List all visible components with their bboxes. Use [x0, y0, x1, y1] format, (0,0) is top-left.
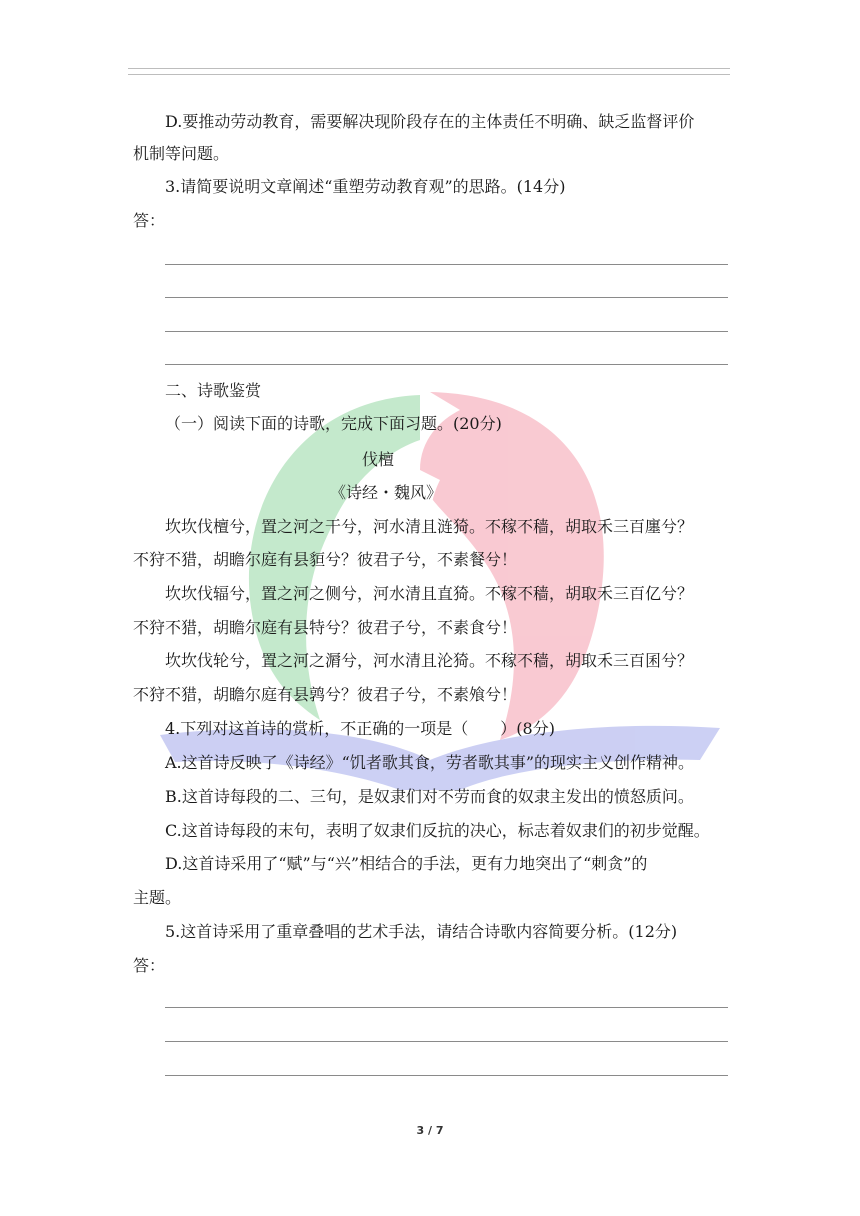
answer-line[interactable]: [165, 1075, 728, 1076]
answer-line[interactable]: [165, 1041, 728, 1042]
header-rule: [128, 68, 730, 75]
poem-stanza-2-line1: 坎坎伐辐兮，置之河之侧兮，河水清且直猗。不稼不穑，胡取禾三百亿兮？: [165, 584, 694, 603]
question-4-option-b: B.这首诗每段的二、三句，是奴隶们对不劳而食的奴隶主发出的愤怒质问。: [165, 787, 694, 806]
answer-line[interactable]: [165, 364, 728, 365]
answer-line[interactable]: [165, 331, 728, 332]
question-4-option-a: A.这首诗反映了《诗经》“饥者歌其食，劳者歌其事”的现实主义创作精神。: [165, 753, 695, 772]
question-3: 3.请简要说明文章阐述“重塑劳动教育观”的思路。(14分): [165, 177, 566, 196]
poem-stanza-3-line1: 坎坎伐轮兮，置之河之漘兮，河水清且沦猗。不稼不穑，胡取禾三百囷兮？: [165, 651, 694, 670]
answer-line[interactable]: [165, 1007, 728, 1008]
poem-stanza-3-line2: 不狩不猎，胡瞻尔庭有县鹑兮？彼君子兮，不素飧兮！: [133, 685, 518, 704]
question-4-option-d-line2: 主题。: [133, 888, 182, 907]
answer-line[interactable]: [165, 297, 728, 298]
section-heading: 二、诗歌鉴赏: [165, 381, 262, 400]
question-4-option-d-line1: D.这首诗采用了“赋”与“兴”相结合的手法，更有力地突出了“刺贪”的: [165, 854, 648, 873]
question-4-option-c: C.这首诗每段的末句，表明了奴隶们反抗的决心，标志着奴隶们的初步觉醒。: [165, 821, 710, 840]
poem-source: 《诗经・魏风》: [330, 483, 443, 502]
answer-line[interactable]: [165, 264, 728, 265]
poem-title: 伐檀: [362, 450, 395, 469]
poem-stanza-1-line2: 不狩不猎，胡瞻尔庭有县貆兮？彼君子兮，不素餐兮！: [133, 550, 518, 569]
question-5: 5.这首诗采用了重章叠唱的艺术手法，请结合诗歌内容简要分析。(12分): [165, 922, 678, 941]
answer-label-2: 答：: [133, 956, 166, 975]
subsection-heading: （一）阅读下面的诗歌，完成下面习题。(20分): [165, 414, 502, 433]
poem-stanza-1-line1: 坎坎伐檀兮，置之河之干兮，河水清且涟猗。不稼不穑，胡取禾三百廛兮？: [165, 517, 694, 536]
page-number: 3 / 7: [416, 1124, 444, 1137]
option-d-line2: 机制等问题。: [133, 144, 230, 163]
answer-label: 答：: [133, 211, 166, 230]
question-4: 4.下列对这首诗的赏析，不正确的一项是（ ）(8分): [165, 719, 555, 738]
option-d-line1: D.要推动劳动教育，需要解决现阶段存在的主体责任不明确、缺乏监督评价: [165, 112, 695, 131]
poem-stanza-2-line2: 不狩不猎，胡瞻尔庭有县特兮？彼君子兮，不素食兮！: [133, 618, 518, 637]
